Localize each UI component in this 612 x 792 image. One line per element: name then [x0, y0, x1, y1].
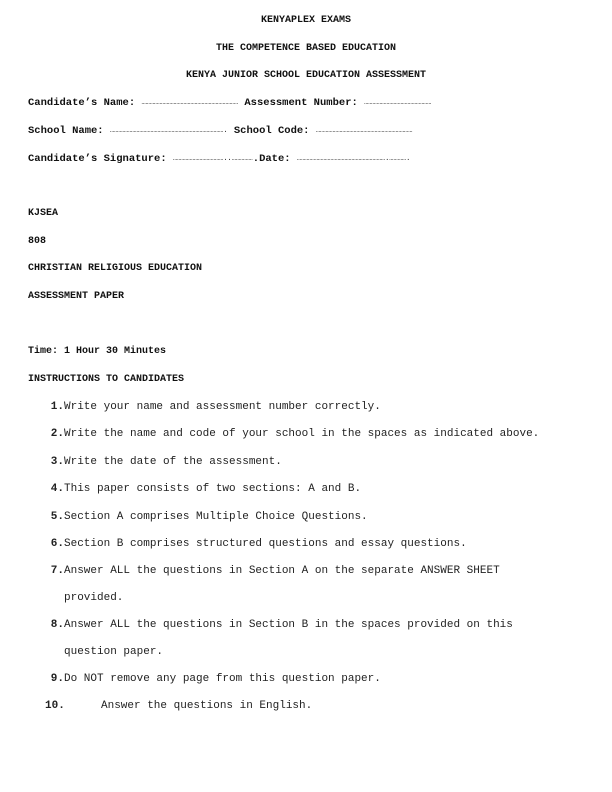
instruction-item — [45, 483, 361, 495]
instruction-text: Write the name and code of your school in the spaces as indicated above. — [64, 428, 540, 440]
instruction-number: 3. — [50, 456, 64, 468]
candidate-details-row-3 — [28, 153, 410, 165]
instruction-number: 9. — [50, 673, 64, 685]
instruction-item — [45, 619, 513, 631]
school-code-label: School Code: — [233, 125, 310, 137]
instruction-text: Write your name and assessment number correctly. — [64, 401, 381, 413]
instruction-item — [45, 538, 467, 550]
instruction-number: 4. — [50, 483, 64, 495]
date-label: .Date: — [252, 153, 291, 165]
header-curriculum: THE COMPETENCE BASED EDUCATION — [215, 43, 397, 54]
instruction-text: Answer ALL the questions in Section A on the separate ANSWER SHEET — [64, 565, 500, 577]
instructions-heading: INSTRUCTIONS TO CANDIDATES — [28, 374, 185, 385]
assessment-number-field[interactable]: ………………………………………… — [364, 99, 432, 107]
paper-code-number: 808 — [28, 236, 47, 247]
instruction-item — [45, 428, 539, 440]
instruction-item — [45, 673, 381, 685]
header-exam-provider: KENYAPLEX EXAMS — [260, 15, 351, 26]
instruction-number: 2. — [50, 428, 64, 440]
assessment-number-label: Assessment Number: — [244, 97, 358, 109]
date-field[interactable]: ……………………………………………………….…………. — [296, 155, 411, 163]
instruction-item — [45, 700, 312, 712]
instruction-number: 8. — [50, 619, 64, 631]
instruction-text: Section A comprises Multiple Choice Questions. — [64, 511, 368, 523]
instruction-continuation: question paper. — [64, 646, 164, 658]
instruction-number: 7. — [50, 565, 64, 577]
signature-field[interactable]: ………………………………..…………… — [172, 155, 253, 163]
signature-label: Candidate’s Signature: — [28, 153, 167, 165]
header-assessment-name: KENYA JUNIOR SCHOOL EDUCATION ASSESSMENT — [185, 70, 427, 81]
candidate-details-row-2 — [28, 125, 412, 137]
candidate-name-field[interactable]: …………………………………………………………… — [141, 99, 239, 107]
instruction-text: Answer ALL the questions in Section B in the spaces provided on this — [64, 619, 513, 631]
school-name-label: School Name: — [28, 125, 104, 137]
paper-code-name: KJSEA — [28, 208, 59, 219]
paper-subject: CHRISTIAN RELIGIOUS EDUCATION — [28, 263, 203, 274]
instruction-continuation: provided. — [64, 592, 124, 604]
school-name-field[interactable]: ………………………………………………………………………. — [109, 127, 228, 135]
instruction-number: 1. — [50, 401, 64, 413]
instruction-item — [45, 565, 500, 577]
instruction-text: Answer the questions in English. — [101, 700, 313, 712]
instruction-text: This paper consists of two sections: A and B. — [64, 483, 362, 495]
instruction-number: 10. — [45, 700, 65, 712]
instruction-number: 6. — [50, 538, 64, 550]
instruction-item — [45, 456, 282, 468]
candidate-details-row-1 — [28, 97, 431, 109]
instruction-text: Do NOT remove any page from this question paper. — [64, 673, 381, 685]
paper-type: ASSESSMENT PAPER — [28, 291, 125, 302]
paper-time: Time: 1 Hour 30 Minutes — [28, 346, 167, 357]
instruction-text: Write the date of the assessment. — [64, 456, 282, 468]
instruction-item — [45, 401, 381, 413]
instruction-item — [45, 511, 368, 523]
instruction-number: 5. — [50, 511, 64, 523]
instruction-text: Section B comprises structured questions and essay questions. — [64, 538, 467, 550]
candidate-name-label: Candidate’s Name: — [28, 97, 136, 109]
school-code-field[interactable]: …………………………………………………………… — [315, 127, 413, 135]
